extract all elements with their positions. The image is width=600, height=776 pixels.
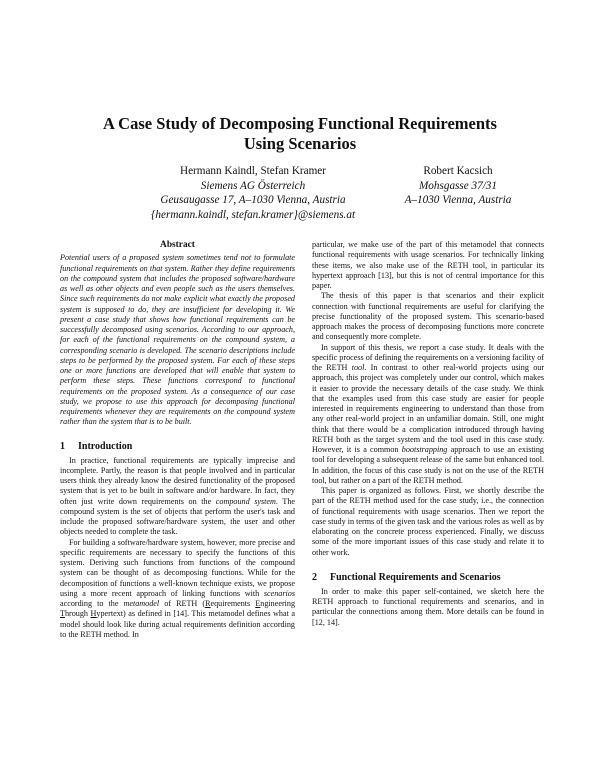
author-organization: Siemens AG Österreich xyxy=(200,179,306,192)
author-block-left xyxy=(148,164,358,222)
author-city: A–1030 Vienna, Austria xyxy=(404,194,512,207)
section-1-heading xyxy=(60,441,295,453)
section-1-number: 1 xyxy=(60,440,65,452)
emphasis-tool: tool xyxy=(351,363,365,372)
right-paragraph-2: The thesis of this paper is that scenarios and their explicit connection with functional requirements are useful for clarifying the precise functionality of the proposed system. This scenario-based approach makes the process of decomposing functions more concrete and consequently more complete. xyxy=(312,291,544,342)
right-column xyxy=(312,240,544,628)
abstract-heading: Abstract xyxy=(160,240,195,250)
emphasis-metamodel: metamodel xyxy=(123,599,160,608)
section-2-heading xyxy=(312,572,544,584)
emphasis-bootstrapping: bootstrapping xyxy=(401,445,448,454)
author-street: Mohsgasse 37/31 xyxy=(418,179,497,192)
author-name-right: Robert Kacsich xyxy=(423,165,493,177)
section-2-paragraph: In order to make this paper self-contained, we sketch here the RETH approach to functional requirements and scenarios, and in particular the connections among them. More details can be found in [12, 14]. xyxy=(312,586,544,627)
left-column xyxy=(60,240,295,640)
paper-title xyxy=(60,114,540,154)
intro-paragraph-1: In practice, functional requirements are typically imprecise and incomplete. Partly, the reason is that people involved and in particular users think they already know the desired functionality of the proposed system that is yet to be built in software and/or hardware. In fact, they often just write down requirements on the compound system. The compound system is the set of objects that perform the user's task and include the proposed software/hardware system, the user and other objects needed to complete the task. xyxy=(60,455,295,537)
title-line-1: A Case Study of Decomposing Functional Requirements xyxy=(103,114,497,133)
abstract-text: Potential users of a proposed system sometimes tend not to formulate functional requirements on that system. Rather they define requirements on the compound system that includes the proposed software/hardware as well as other objects and even people such as the users themselves. Since such requirements do not make explicit what exactly the proposed system is supposed to do, they are insufficient for developing it. We present a case study that shows how functional requirements can be successfully decomposed using scenarios. According to our approach, for each of the functional requirements on the compound system, a corresponding scenario is developed. The scenario descriptions include steps to be performed by the proposed system. For each of these steps one or more functions are developed that will enable that system to perform these steps. These functions correspond to functional requirements on the proposed system. As a consequence of our case study, we propose to use this approach for decomposing functional requirements whenever they are requirements on the compound system rather than the system that is to be built. xyxy=(60,253,295,427)
right-paragraph-1: particular, we make use of the part of this metamodel that connects functional requirements with usage scenarios. For technically linking these items, we also make use of the RETH tool, in particular its hypertext approach [13], but this is not of central importance for this paper. xyxy=(312,240,544,290)
emphasis-compound-system: compound system xyxy=(215,496,276,506)
emphasis-scenarios: scenarios xyxy=(263,588,295,598)
author-email: {hermann.kaindl, stefan.kramer}@siemens.at xyxy=(150,208,356,221)
right-paragraph-4: This paper is organized as follows. First, we shortly describe the part of the RETH method used for the case study, i.e., the connection of functional requirements with usage scenarios. Then we report the case study in terms of the given task and the various roles as well as by elaborating on the concrete process experienced. Finally, we discuss some of the more important issues of this case study and relate it to other work. xyxy=(312,486,544,557)
author-address: Geusaugasse 17, A–1030 Vienna, Austria xyxy=(160,194,346,207)
intro-paragraph-2: For building a software/hardware system, however, more precise and specific requirements are necessary to specify the functions of this system. Deriving such functions from functions of the compound system can be thought of as decomposing functions. While for the decomposition of functions a well-known technique exists, we propose using a more recent approach of linking functions with scenarios according to the metamodel of RETH (Requirements Engineering Through Hypertext) as defined in [14]. This metamodel defines what a model should look like during actual requirements definition according to the RETH method. In xyxy=(60,537,296,639)
right-paragraph-3: In support of this thesis, we report a case study. It deals with the specific process of defining the requirements on a versioning facility of the RETH tool. In contrast to other real-world projects using our approach, this project was completely under our control, which makes it easier to provide the necessary details of the case study. We think that the examples used from this case study are easier for people interested in requirements engineering to understand than those from any other real-world project in an unfamiliar domain. Still, one might think that there would be a complication introduced through having RETH both as the target system and the tool used in this case study. However, it is a common bootstrapping approach to use an existing tool for developing a subsequent release of the same but enhanced tool. In addition, the focus of this case study is not on the use of the RETH tool, but rather on a part of the RETH method. xyxy=(312,342,545,485)
author-names: Hermann Kaindl, Stefan Kramer xyxy=(179,165,326,177)
section-1-title: Introduction xyxy=(78,440,133,452)
section-2-number: 2 xyxy=(312,571,317,583)
author-block-right xyxy=(398,164,518,208)
title-line-2: Using Scenarios xyxy=(243,134,357,153)
section-2-title: Functional Requirements and Scenarios xyxy=(330,571,501,583)
